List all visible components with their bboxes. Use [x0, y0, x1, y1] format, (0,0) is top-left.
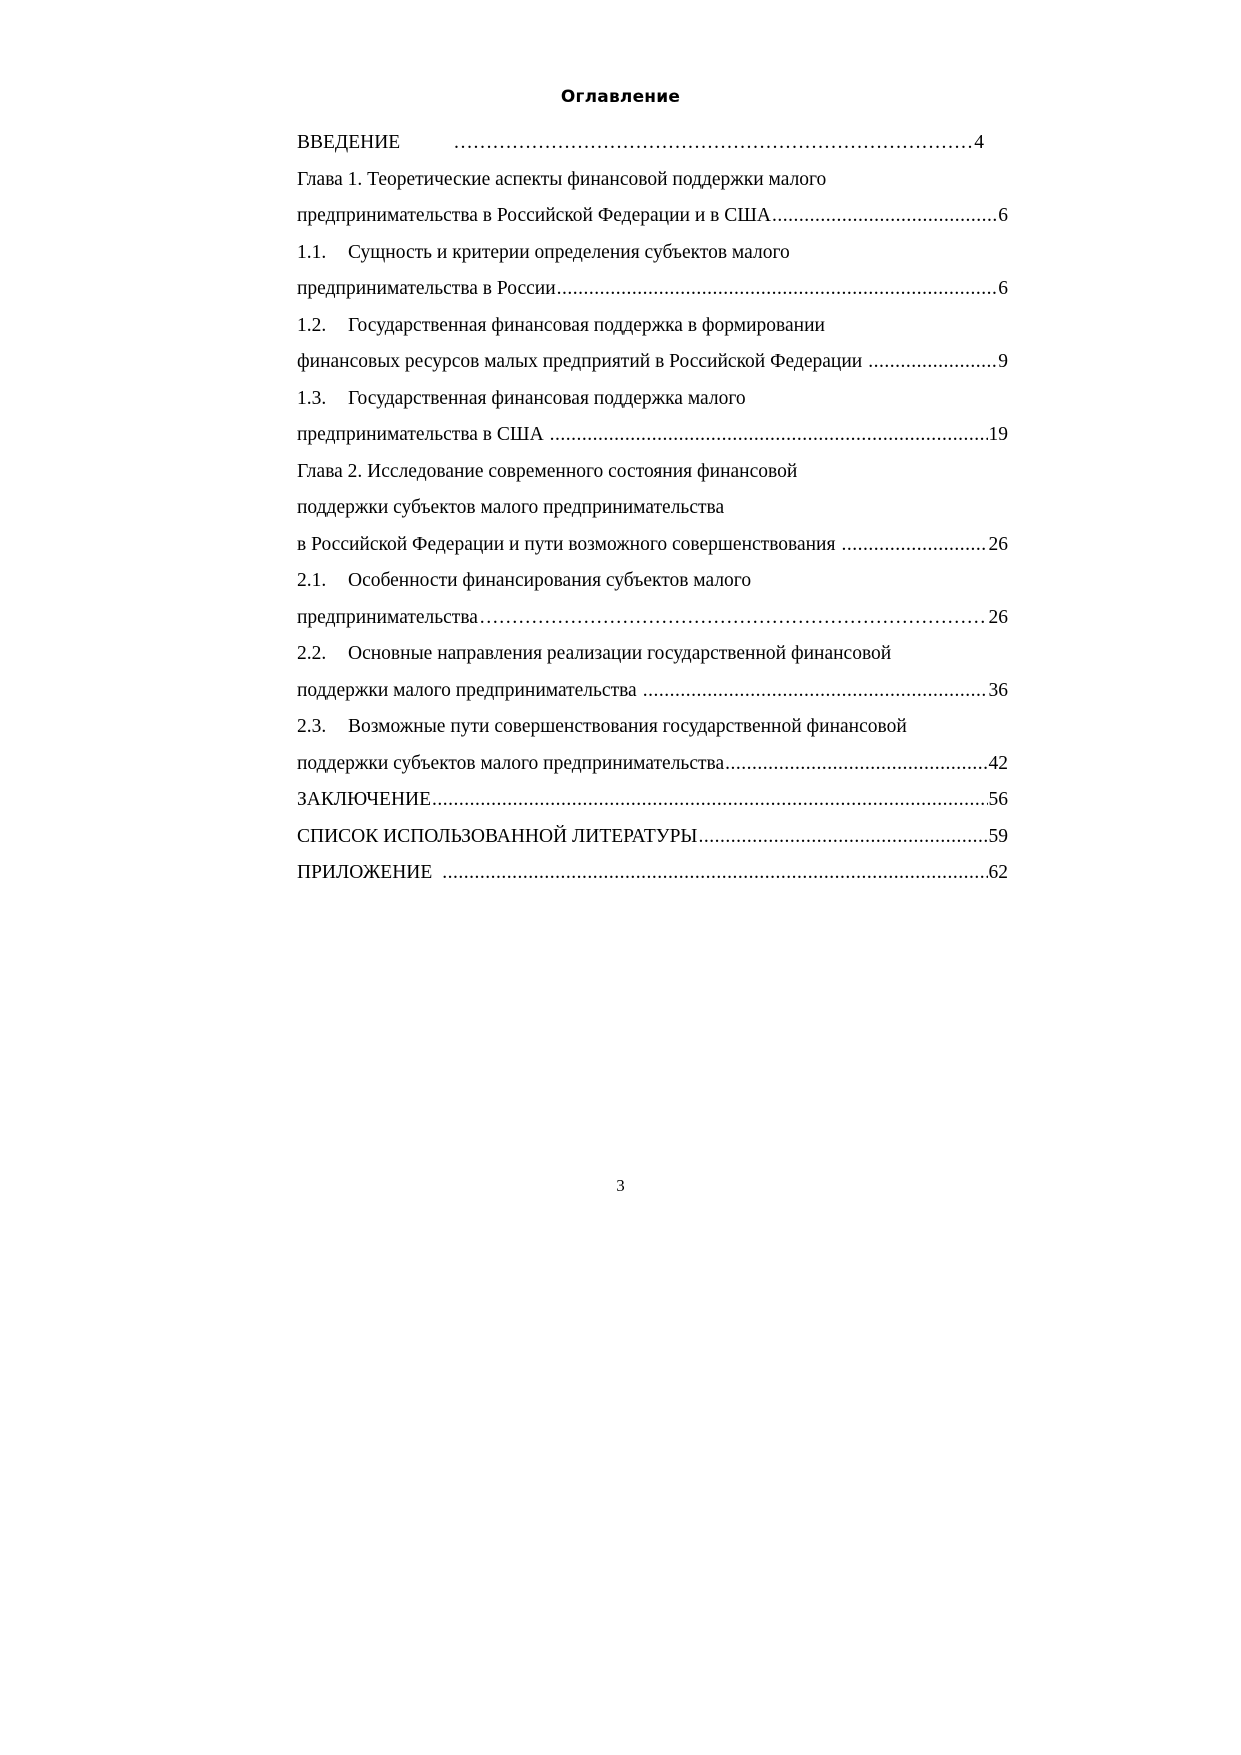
- toc-entry-title: поддержки субъектов малого предпринимательства: [297, 497, 725, 518]
- toc-entry-title: Государственная финансовая поддержка малого: [348, 387, 746, 409]
- toc-entry-title: ЗАКЛЮЧЕНИЕ: [297, 789, 432, 810]
- dot-leader: [442, 855, 987, 892]
- dot-leader: [479, 600, 988, 637]
- dot-leader: [868, 344, 997, 381]
- page-number: 3: [616, 1176, 625, 1195]
- dot-leader: [550, 417, 988, 454]
- toc-entry-section-1-3-line-2[interactable]: [297, 417, 1008, 454]
- toc-entry-page: 19: [988, 424, 1008, 445]
- section-number: 2.2.: [297, 643, 327, 664]
- toc-entry-section-1-1-line-1[interactable]: [297, 235, 1008, 272]
- toc-entry-conclusion[interactable]: [297, 782, 1008, 819]
- dot-leader: [557, 271, 998, 308]
- dot-leader: [698, 819, 987, 856]
- toc-entry-title: финансовых ресурсов малых предприятий в Российской Федерации: [297, 351, 863, 372]
- toc-entry-title: Глава 2. Исследование современного состояния финансовой: [297, 460, 798, 482]
- table-of-contents: [297, 125, 1008, 892]
- toc-entry-section-1-2-line-1[interactable]: [297, 308, 1008, 345]
- toc-entry-title: в Российской Федерации и пути возможного совершенствования: [297, 533, 836, 555]
- toc-entry-title: Сущность и критерии определения субъектов малого: [348, 241, 790, 263]
- section-number: 2.1.: [297, 570, 327, 591]
- toc-entry-chapter-2-line-3[interactable]: [297, 527, 1008, 564]
- toc-entry-page: 42: [988, 752, 1008, 774]
- section-number: 2.3.: [297, 716, 327, 737]
- toc-entry-title: Особенности финансирования субъектов малого: [348, 570, 752, 591]
- toc-entry-page: 4: [974, 132, 984, 153]
- toc-entry-page: 6: [998, 278, 1008, 299]
- toc-entry-section-2-3-line-1[interactable]: [297, 709, 1008, 746]
- toc-entry-page: 26: [988, 533, 1008, 555]
- toc-entry-section-2-2-line-2[interactable]: [297, 673, 1008, 710]
- toc-entry-title: СПИСОК ИСПОЛЬЗОВАННОЙ ЛИТЕРАТУРЫ: [297, 825, 698, 847]
- toc-entry-chapter-1-line-1[interactable]: [297, 162, 1008, 199]
- toc-entry-references[interactable]: [297, 819, 1008, 856]
- toc-entry-page: 6: [998, 205, 1008, 226]
- toc-entry-section-2-3-line-2[interactable]: [297, 746, 1008, 783]
- toc-entry-title: Государственная финансовая поддержка в формировании: [348, 314, 825, 336]
- toc-entry-section-2-1-line-2[interactable]: [297, 600, 1008, 637]
- toc-entry-title: ПРИЛОЖЕНИЕ: [297, 862, 433, 883]
- toc-entry-page: 36: [988, 679, 1008, 701]
- dot-leader: [841, 527, 987, 564]
- toc-entry-title: предпринимательства в Российской Федерации и в США: [297, 205, 771, 226]
- toc-entry-page: 62: [988, 862, 1008, 883]
- dot-leader: [772, 198, 997, 235]
- section-number: 1.2.: [297, 314, 327, 336]
- dot-leader: [725, 746, 987, 783]
- section-number: 1.1.: [297, 241, 327, 263]
- toc-entry-chapter-2-line-2[interactable]: [297, 490, 1008, 527]
- toc-entry-section-2-1-line-1[interactable]: [297, 563, 1008, 600]
- toc-entry-chapter-2-line-1[interactable]: [297, 454, 1008, 491]
- toc-entry-title: предпринимательства: [297, 606, 478, 628]
- toc-heading: Оглавление: [560, 87, 681, 107]
- toc-entry-title: предпринимательства в США: [297, 424, 544, 445]
- toc-entry-title: поддержки субъектов малого предпринимательства: [297, 752, 725, 774]
- toc-entry-appendix[interactable]: [297, 855, 1008, 892]
- toc-entry-title: предпринимательства в России: [297, 278, 556, 299]
- toc-entry-section-1-1-line-2[interactable]: [297, 271, 1008, 308]
- toc-entry-title: Возможные пути совершенствования государственной финансовой: [348, 716, 907, 737]
- toc-entry-section-2-2-line-1[interactable]: [297, 636, 1008, 673]
- dot-leader: [643, 673, 988, 710]
- toc-entry-section-1-3-line-1[interactable]: [297, 381, 1008, 418]
- toc-entry-page: 59: [988, 825, 1008, 847]
- dot-leader: [432, 782, 987, 819]
- toc-entry-page: 9: [998, 351, 1008, 372]
- section-number: 1.3.: [297, 387, 327, 409]
- toc-entry-title: поддержки малого предпринимательства: [297, 679, 637, 701]
- toc-entry-chapter-1-line-2[interactable]: [297, 198, 1008, 235]
- toc-entry-page: 56: [988, 789, 1008, 810]
- toc-entry-title: ВВЕДЕНИЕ: [297, 132, 401, 153]
- dot-leader: [453, 125, 973, 162]
- toc-entry-page: 26: [988, 606, 1008, 628]
- toc-entry-introduction[interactable]: [297, 125, 1008, 162]
- toc-entry-title: Глава 1. Теоретические аспекты финансовой поддержки малого: [297, 168, 827, 190]
- toc-entry-section-1-2-line-2[interactable]: [297, 344, 1008, 381]
- toc-entry-title: Основные направления реализации государственной финансовой: [348, 643, 892, 664]
